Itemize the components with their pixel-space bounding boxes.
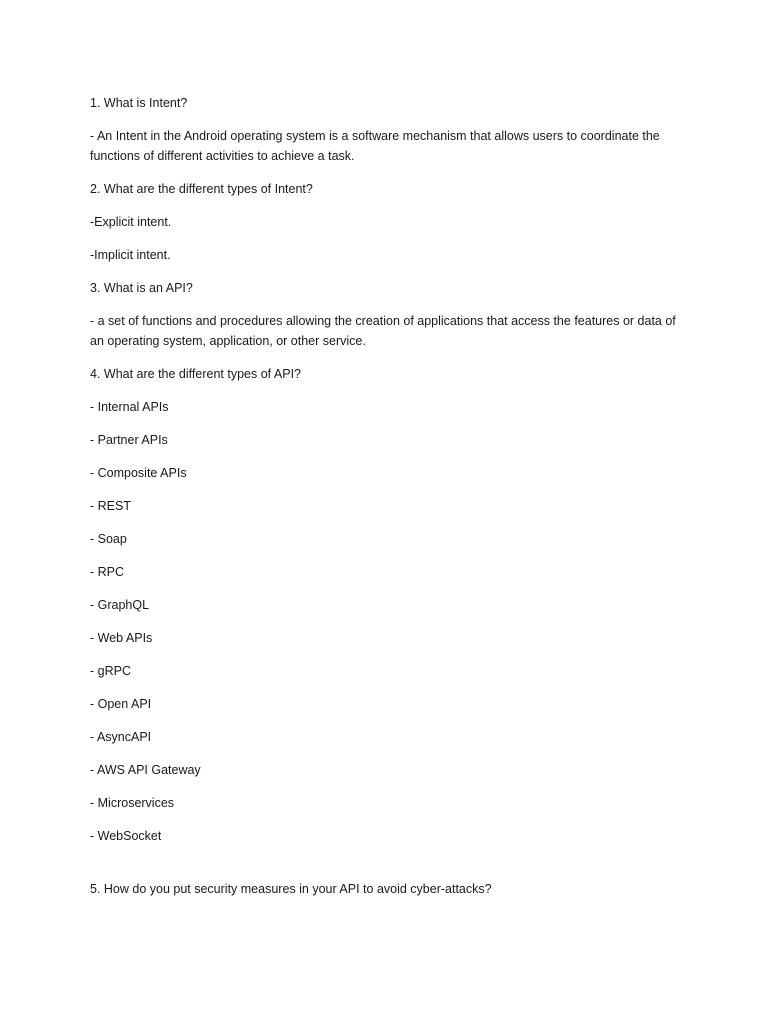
- api-type-item: - Partner APIs: [90, 433, 168, 447]
- api-type-item: - Internal APIs: [90, 400, 169, 414]
- api-type-item: - RPC: [90, 565, 125, 579]
- question-4: 4. What are the different types of API?: [90, 367, 302, 381]
- question-3: 3. What is an API?: [90, 281, 193, 295]
- api-type-item: - Open API: [90, 697, 152, 711]
- document-body: [90, 93, 690, 899]
- question-2: 2. What are the different types of Intent?: [90, 182, 313, 196]
- question-1: 1. What is Intent?: [90, 96, 188, 110]
- api-type-item: - AsyncAPI: [90, 730, 152, 744]
- answer-1: - An Intent in the Android operating system is a software mechanism that allows users to coordinate the functions of different activities to achieve a task.: [90, 129, 660, 163]
- api-type-item: - WebSocket: [90, 829, 162, 843]
- answer-3: - a set of functions and procedures allowing the creation of applications that access the features or data of an operating system, application, or other service.: [90, 314, 676, 348]
- api-type-item: - Microservices: [90, 796, 175, 810]
- intent-type-explicit: -Explicit intent.: [90, 215, 172, 229]
- api-type-item: - gRPC: [90, 664, 131, 678]
- api-type-item: - AWS API Gateway: [90, 763, 201, 777]
- question-5: 5. How do you put security measures in your API to avoid cyber-attacks?: [90, 882, 492, 896]
- api-type-item: - Soap: [90, 532, 127, 546]
- api-type-item: - GraphQL: [90, 598, 150, 612]
- api-type-item: - Composite APIs: [90, 466, 187, 480]
- api-type-item: - Web APIs: [90, 631, 153, 645]
- intent-type-implicit: -Implicit intent.: [90, 248, 171, 262]
- api-type-item: - REST: [90, 499, 131, 513]
